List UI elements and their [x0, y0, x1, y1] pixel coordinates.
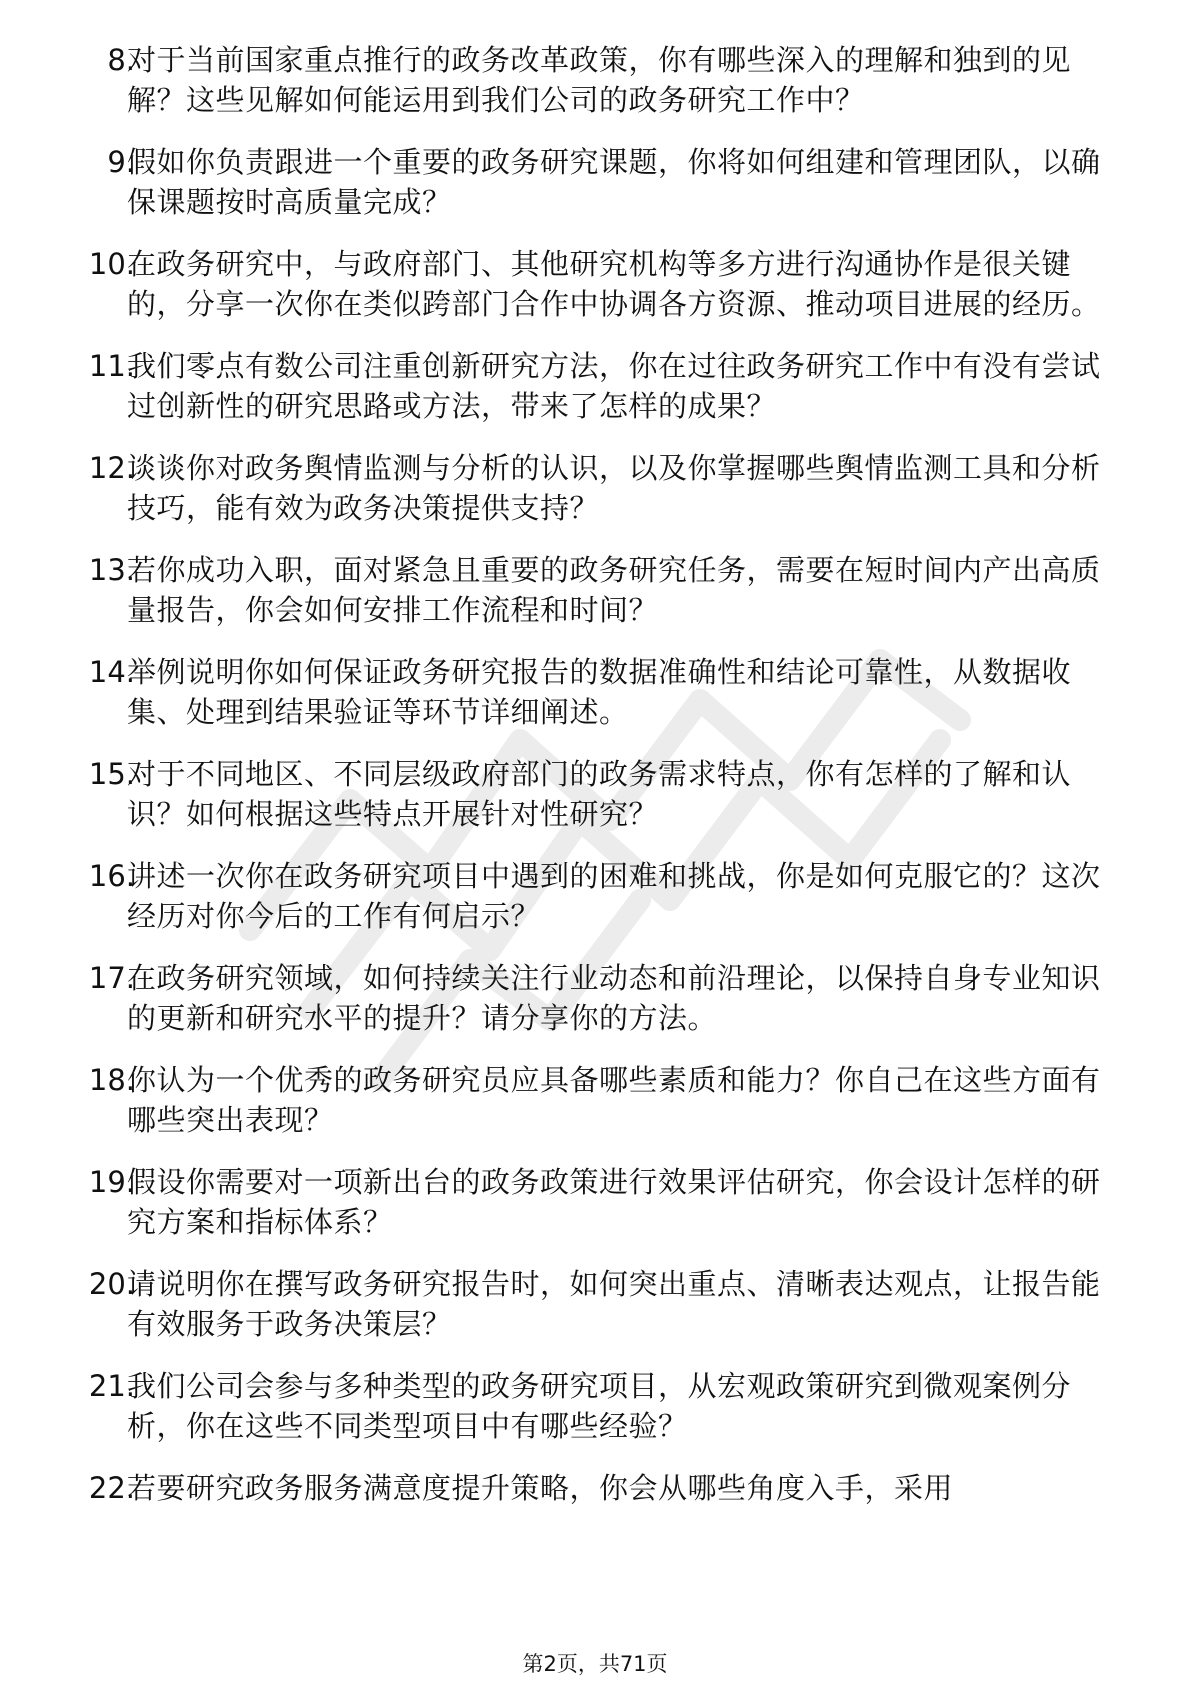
question-text: 若要研究政务服务满意度提升策略，你会从哪些角度入手，采用 — [127, 1471, 954, 1505]
question-item — [0, 1162, 1190, 1242]
question-item — [0, 40, 1190, 120]
question-item — [0, 754, 1190, 834]
question-item — [0, 550, 1190, 630]
question-text: 你认为一个优秀的政务研究员应具备哪些素质和能力？你自己在这些方面有哪些突出表现？ — [127, 1063, 1101, 1137]
question-text: 讲述一次你在政务研究项目中遇到的困难和挑战，你是如何克服它的？这次经历对你今后的工作有何启示？ — [127, 859, 1101, 933]
question-text: 我们公司会参与多种类型的政务研究项目，从宏观政策研究到微观案例分析，你在这些不同类型项目中有哪些经验？ — [127, 1369, 1072, 1443]
question-item — [0, 958, 1190, 1038]
question-item — [0, 1468, 1190, 1508]
question-text: 假如你负责跟进一个重要的政务研究课题，你将如何组建和管理团队，以确保课题按时高质量完成？ — [127, 145, 1101, 219]
question-text: 对于当前国家重点推行的政务改革政策，你有哪些深入的理解和独到的见解？这些见解如何能运用到我们公司的政务研究工作中？ — [127, 43, 1072, 117]
question-number: 11. — [88, 349, 135, 383]
question-text: 举例说明你如何保证政务研究报告的数据准确性和结论可靠性，从数据收集、处理到结果验证等环节详细阐述。 — [127, 655, 1072, 729]
question-number: 8. — [107, 43, 135, 77]
question-item — [0, 1060, 1190, 1140]
question-number: 17. — [88, 961, 135, 995]
question-number: 22. — [88, 1471, 135, 1505]
question-number: 12. — [88, 451, 135, 485]
question-item — [0, 856, 1190, 936]
question-text: 假设你需要对一项新出台的政务政策进行效果评估研究，你会设计怎样的研究方案和指标体系？ — [127, 1165, 1101, 1239]
question-text: 谈谈你对政务舆情监测与分析的认识，以及你掌握哪些舆情监测工具和分析技巧，能有效为政务决策提供支持？ — [127, 451, 1101, 525]
question-list — [0, 40, 1190, 1530]
question-item — [0, 1264, 1190, 1344]
question-number: 18. — [88, 1063, 135, 1097]
question-number: 16. — [88, 859, 135, 893]
question-item — [0, 244, 1190, 324]
question-number: 13. — [88, 553, 135, 587]
question-text: 在政务研究中，与政府部门、其他研究机构等多方进行沟通协作是很关键的，分享一次你在类似跨部门合作中协调各方资源、推动项目进展的经历。 — [127, 247, 1101, 321]
question-item — [0, 652, 1190, 732]
question-text: 在政务研究领域，如何持续关注行业动态和前沿理论，以保持自身专业知识的更新和研究水平的提升？请分享你的方法。 — [127, 961, 1101, 1035]
question-number: 20. — [88, 1267, 135, 1301]
question-item — [0, 448, 1190, 528]
question-number: 15. — [88, 757, 135, 791]
question-item — [0, 142, 1190, 222]
question-text: 若你成功入职，面对紧急且重要的政务研究任务，需要在短时间内产出高质量报告，你会如何安排工作流程和时间？ — [127, 553, 1101, 627]
question-number: 9. — [107, 145, 135, 179]
question-number: 14. — [88, 655, 135, 689]
question-number: 21. — [88, 1369, 135, 1403]
question-number: 10. — [88, 247, 135, 281]
question-item — [0, 346, 1190, 426]
question-number: 19. — [88, 1165, 135, 1199]
question-text: 我们零点有数公司注重创新研究方法，你在过往政务研究工作中有没有尝试过创新性的研究思路或方法，带来了怎样的成果？ — [127, 349, 1101, 423]
question-text: 请说明你在撰写政务研究报告时，如何突出重点、清晰表达观点，让报告能有效服务于政务决策层？ — [127, 1267, 1101, 1341]
page-number-footer: 第2页，共71页 — [522, 1652, 668, 1676]
question-item — [0, 1366, 1190, 1446]
question-text: 对于不同地区、不同层级政府部门的政务需求特点，你有怎样的了解和认识？如何根据这些特点开展针对性研究？ — [127, 757, 1072, 831]
